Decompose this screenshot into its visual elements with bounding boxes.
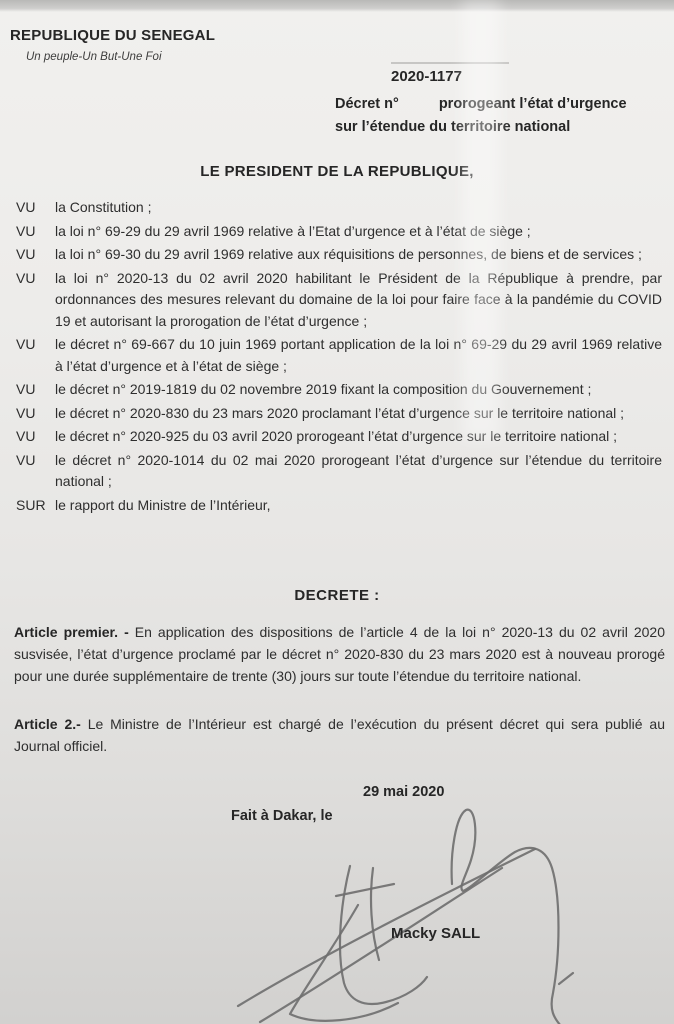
visa-text: le décret n° 2020-1014 du 02 mai 2020 prorogeant l’état d’urgence sur l’étendue du territoire national ; — [55, 451, 662, 489]
articles-section — [14, 621, 665, 757]
article-paragraph — [14, 713, 665, 757]
visa-item — [16, 244, 662, 266]
visa-item — [16, 334, 662, 377]
visa-text: la loi n° 2020-13 du 02 avril 2020 habilitant le Président de la République à prendre, par ordonnances des mesures relevant du domaine de la loi pour faire face à la pandémie du COVID 19 et autorisant la prorogation de l’état d’urgence ; — [55, 269, 662, 329]
visa-list — [16, 197, 662, 518]
visa-item — [16, 379, 662, 401]
visa-item — [16, 403, 662, 425]
decree-title-rest: prorogeant l’état d’urgence — [438, 96, 627, 112]
visa-label: VU — [16, 428, 36, 444]
visa-item — [16, 268, 662, 333]
decree-number: 2020-1177 — [391, 62, 509, 85]
letterhead — [10, 27, 215, 63]
country-title: REPUBLIQUE DU SENEGAL — [10, 27, 216, 44]
decree-word: DECRETE : — [294, 587, 380, 604]
visa-label: VU — [16, 381, 36, 397]
visa-text: le décret n° 69-667 du 10 juin 1969 portant application de la loi n° 69-29 du 29 avril 1969 relative à l’état d’urgence et à l’état de siège ; — [55, 336, 662, 374]
article-lead: Article premier. - — [14, 624, 129, 640]
visa-item — [16, 426, 662, 448]
visa-item — [16, 221, 662, 243]
visa-label: VU — [16, 451, 36, 468]
decree-title-line2: sur l’étendue du territoire national — [335, 119, 571, 135]
visa-text: le décret n° 2020-925 du 03 avril 2020 prorogeant l’état d’urgence sur le territoire national ; — [55, 428, 618, 444]
visa-text: la loi n° 69-29 du 29 avril 1969 relative à l’Etat d’urgence et à l’état de siège ; — [55, 222, 531, 239]
visa-label: VU — [16, 199, 36, 215]
visa-item — [16, 450, 662, 493]
visa-label: VU — [16, 246, 36, 262]
visa-label: VU — [16, 222, 36, 239]
visa-label: SUR — [16, 496, 46, 513]
visa-item — [16, 495, 662, 517]
signature-date: 29 mai 2020 — [363, 784, 445, 800]
visa-label: VU — [16, 269, 36, 286]
decree-title — [335, 93, 665, 139]
visa-text: le rapport du Ministre de l’Intérieur, — [55, 496, 271, 513]
article-text: Le Ministre de l’Intérieur est chargé de l’exécution du présent décret qui sera publié au Journal officiel. — [14, 716, 665, 754]
decree-title-prefix: Décret n° — [335, 96, 399, 112]
signature-place: Fait à Dakar, le — [231, 808, 333, 824]
visa-label: VU — [16, 336, 36, 352]
visa-text: la Constitution ; — [55, 199, 152, 215]
article-paragraph — [14, 621, 665, 687]
article-text: En application des dispositions de l’article 4 de la loi n° 2020-13 du 02 avril 2020 susvisée, l’état d’urgence proclamé par le décret n° 2020-830 du 23 mars 2020 est à nouveau prorogé pour une durée supplémentaire de trente (30) jours sur toute l’étendue du territoire national. — [14, 624, 665, 684]
visa-text: le décret n° 2019-1819 du 02 novembre 2019 fixant la composition du Gouvernement ; — [55, 381, 592, 397]
decree-title-line1 — [335, 93, 665, 116]
visa-text: la loi n° 69-30 du 29 avril 1969 relative aux réquisitions de personnes, de biens et de services ; — [55, 246, 642, 262]
national-motto: Un peuple-Un But-Une Foi — [26, 51, 162, 63]
visa-label: VU — [16, 404, 36, 421]
article-lead: Article 2.- — [14, 716, 81, 732]
president-heading: LE PRESIDENT DE LA REPUBLIQUE, — [200, 163, 474, 180]
visa-text: le décret n° 2020-830 du 23 mars 2020 proclamant l’état d’urgence sur le territoire national ; — [55, 404, 625, 421]
signatory-name: Macky SALL — [391, 925, 481, 942]
visa-item — [16, 197, 662, 219]
